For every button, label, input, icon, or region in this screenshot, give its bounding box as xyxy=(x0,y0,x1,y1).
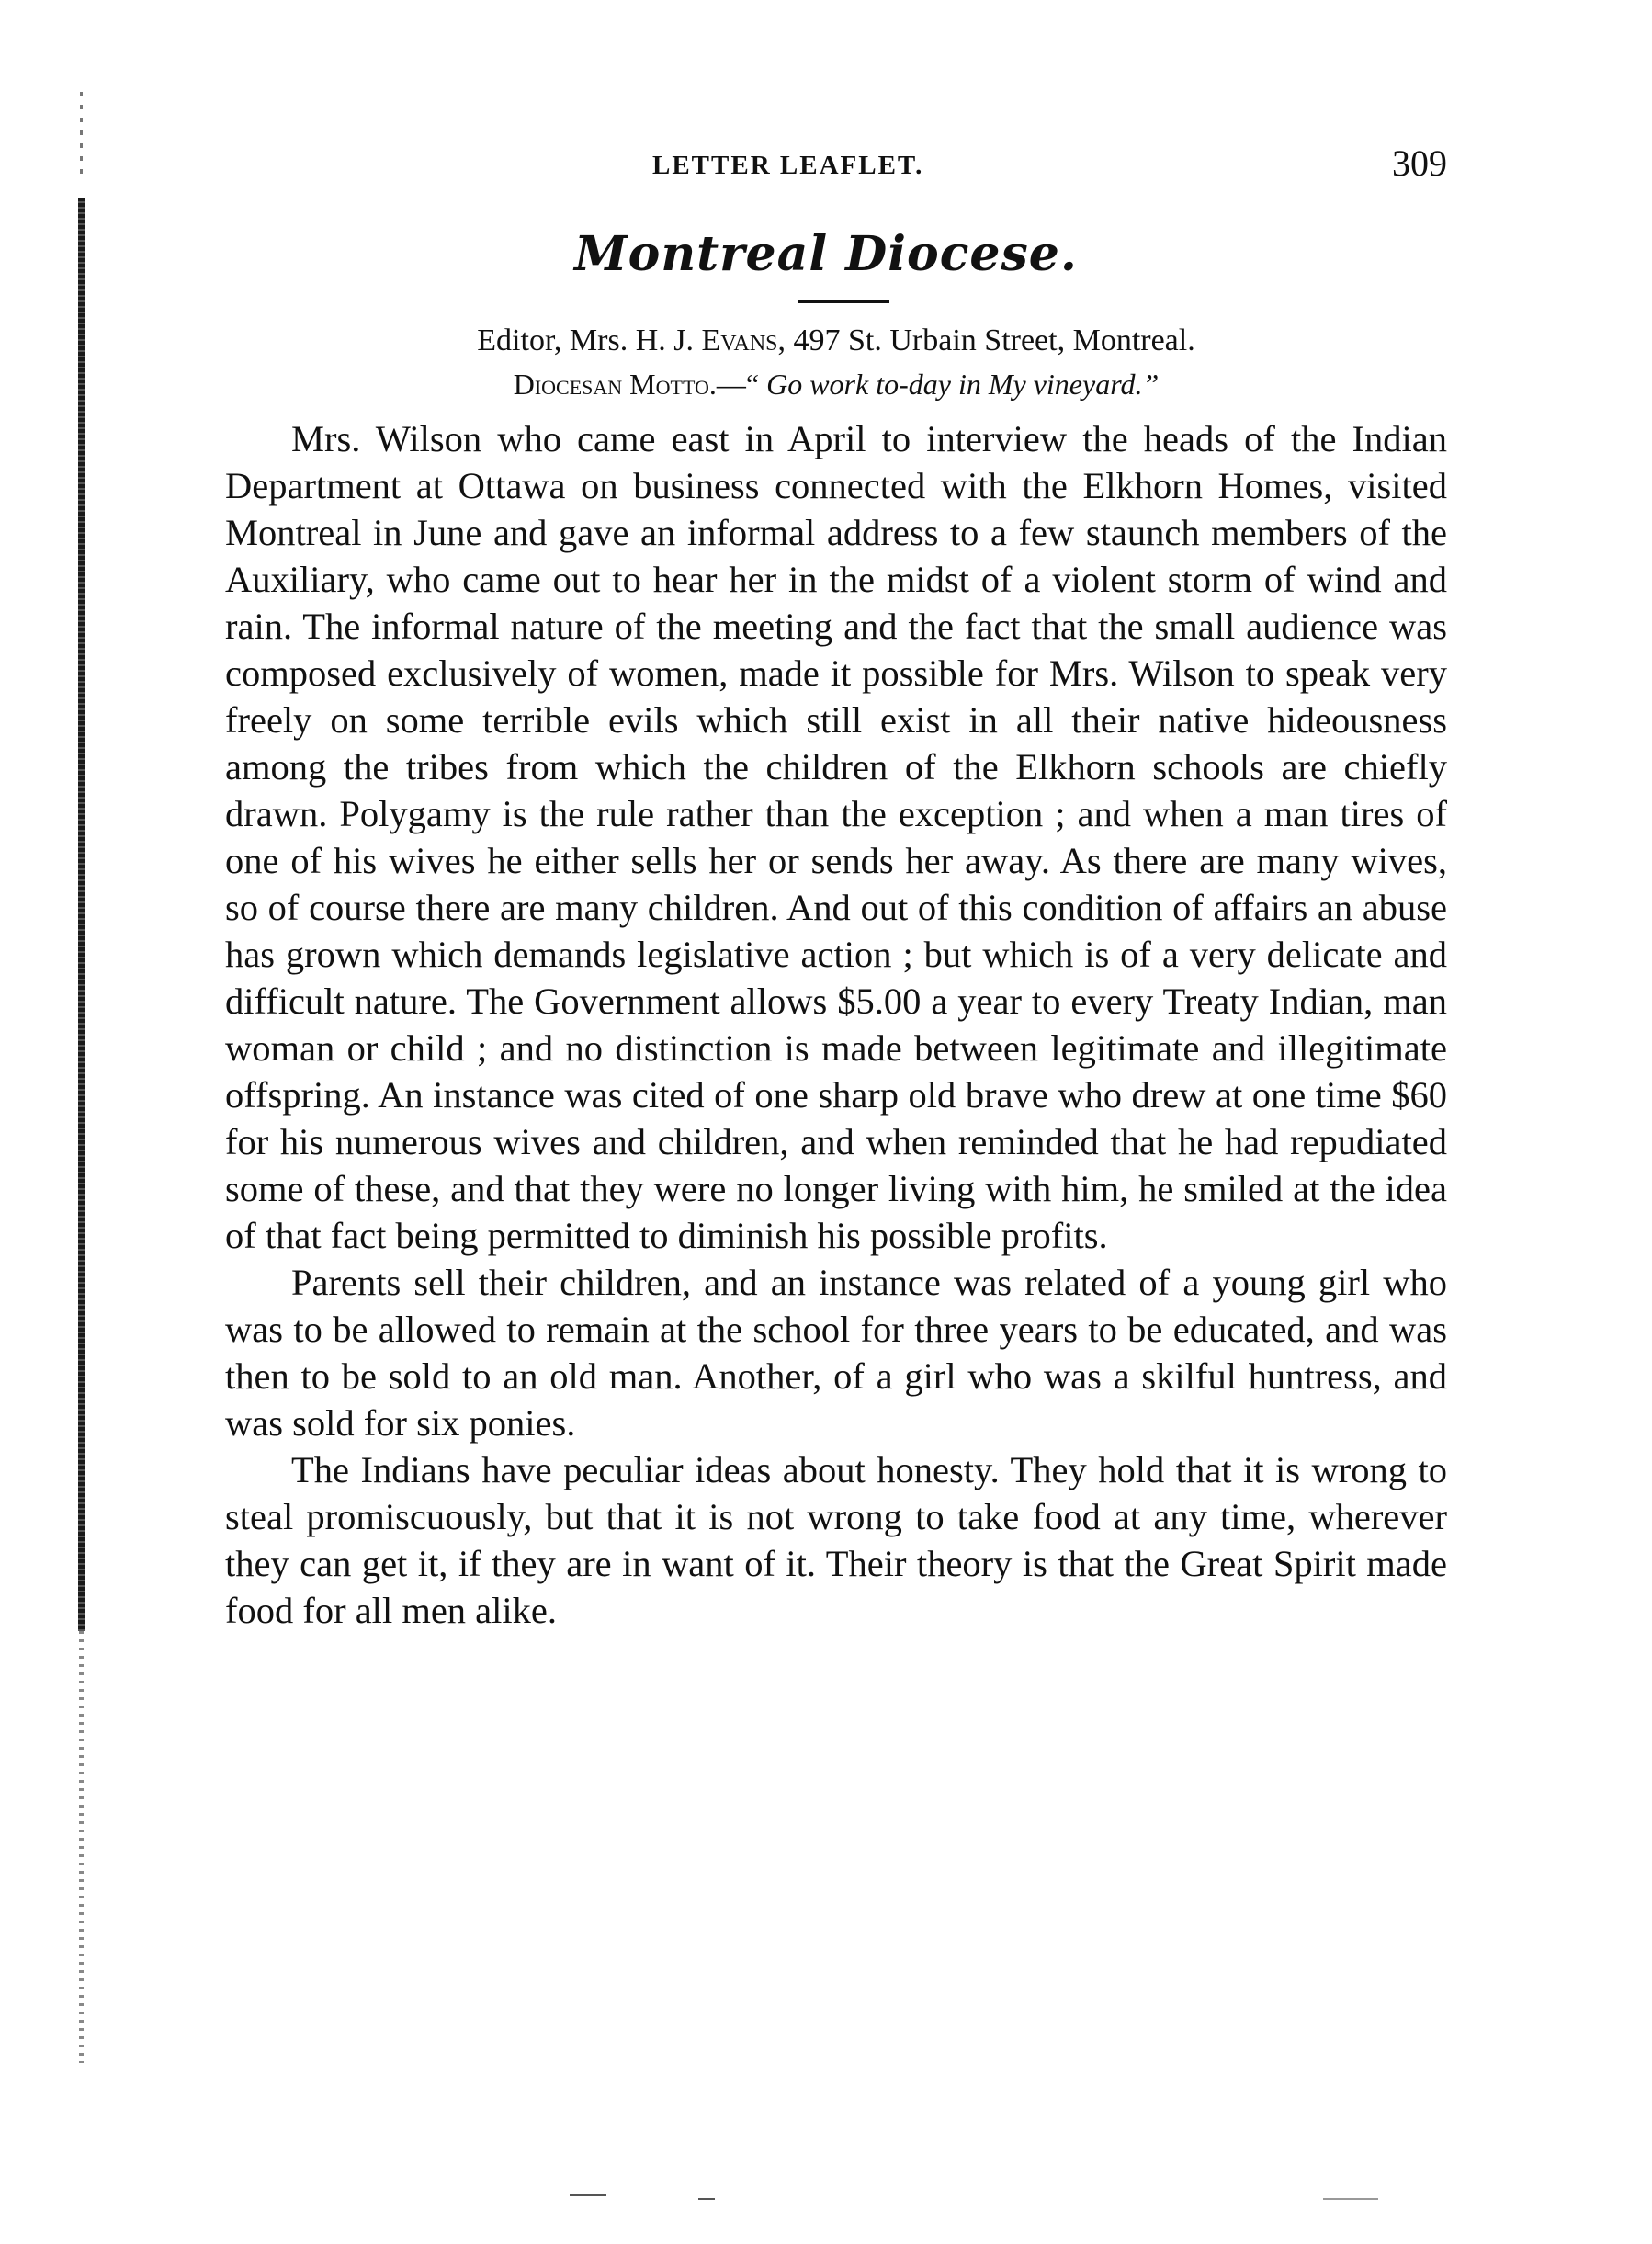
scan-speck xyxy=(570,2194,606,2196)
section-title: Montreal Diocese. xyxy=(574,226,1078,282)
article-body xyxy=(225,415,1447,1634)
title-rule xyxy=(798,300,889,303)
motto-line xyxy=(225,368,1447,402)
editor-address: , 497 St. Urbain Street, Montreal. xyxy=(777,323,1195,357)
running-title: LETTER LEAFLET. xyxy=(652,151,924,180)
binding-edge-lower xyxy=(79,1631,84,2063)
editor-surname: Evans xyxy=(701,323,778,357)
editor-name: Mrs. H. J. xyxy=(569,323,702,357)
page-number: 309 xyxy=(1392,142,1447,184)
binding-edge xyxy=(78,198,85,1631)
editor-line xyxy=(225,323,1447,358)
motto-text: Go work to-day in My vineyard.” xyxy=(766,368,1160,401)
scan-speck xyxy=(698,2198,715,2200)
paragraph-2: Parents sell their children, and an instance was related of a young girl who was to be allowed to remain at the school for three years to be educated, and was then to be sold to an old man. Another, of a girl who was a skilful huntress, and was sold for six ponies. xyxy=(225,1262,1447,1444)
motto-label: Diocesan Motto. xyxy=(513,368,717,401)
motto-dash: —“ xyxy=(716,368,767,401)
editor-prefix: Editor, xyxy=(477,323,570,357)
paragraph-3: The Indians have peculiar ideas about honesty. They hold that it is wrong to steal promiscuously, but that it is not wrong to take food at any time, wherever they can get it, if they are in want of it. Their theory is that the Great Spirit made food for all men alike. xyxy=(225,1449,1447,1631)
scan-speck xyxy=(1323,2198,1378,2200)
running-header xyxy=(225,138,1447,193)
paragraph-1: Mrs. Wilson who came east in April to interview the heads of the Indian Department at Ottawa on business connected with the Elkhorn Homes, visited Montreal in June and gave an informal address to a few staunch members of the Auxiliary, who came out to hear her in the midst of a violent storm of wind and rain. The informal nature of the meeting and the fact that the small audience was composed exclusively of women, made it possible for Mrs. Wilson to speak very freely on some terrible evils which still exist in all their native hideousness among the tribes from which the children of the Elkhorn schools are chiefly drawn. Polygamy is the rule rather than the exception ; and when a man tires of one of his wives he either sells her or sends her away. As there are many wives, so of course there are many children. And out of this condition of affairs an abuse has grown which demands legislative action ; but which is of a very delicate and difficult nature. The Government allows $5.00 a year to every Treaty Indian, man woman or child ; and no distinction is made between legitimate and illegitimate offspring. An instance was cited of one sharp old brave who drew at one time $60 for his numerous wives and children, and when reminded that he had repudiated some of these, and that they were no longer living with him, he smiled at the idea of that fact being permitted to diminish his possible profits. xyxy=(225,418,1447,1256)
binding-edge-top xyxy=(80,92,83,179)
